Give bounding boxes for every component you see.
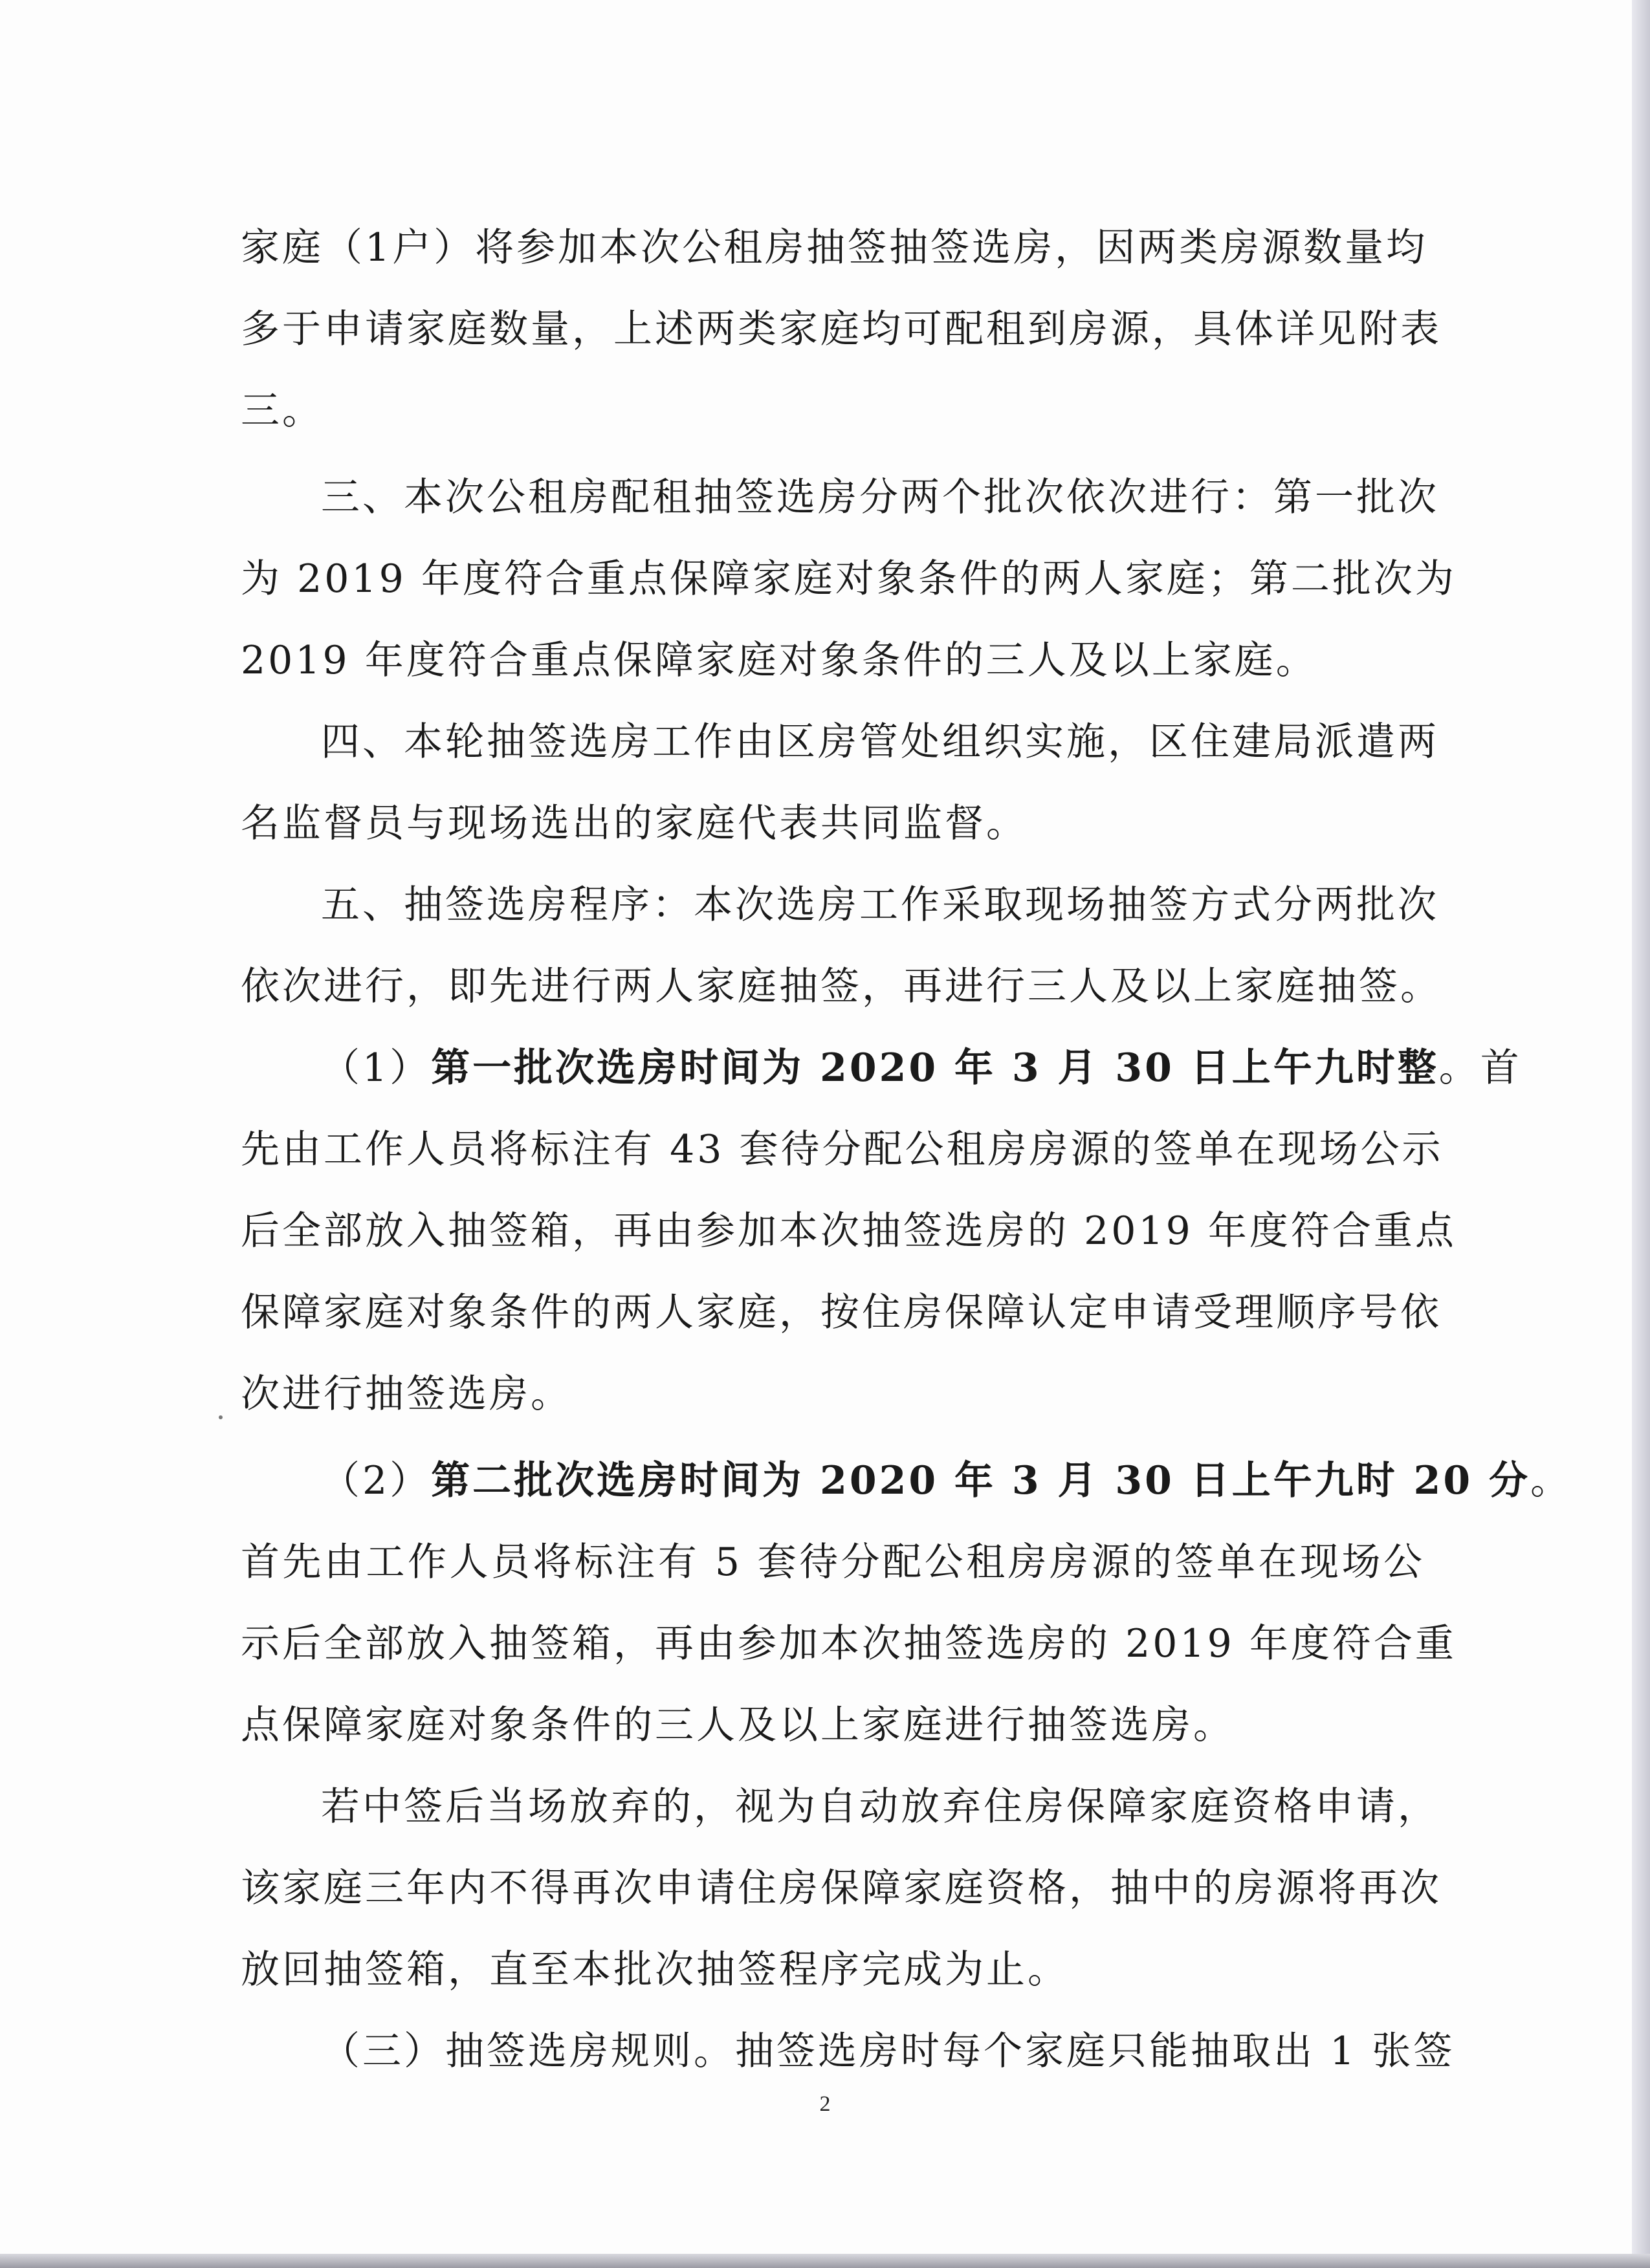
- text-line-mixed: [241, 1440, 1572, 1521]
- text-line: 为 2019 年度符合重点保障家庭对象条件的两人家庭；第二批次为: [241, 556, 1457, 602]
- paragraph-second-batch: [241, 1440, 1572, 1766]
- bold-time-statement: 第一批次选房时间为 2020 年 3 月 30 日上午九时整: [431, 1045, 1439, 1091]
- text-line: 次进行抽签选房。: [241, 1371, 572, 1417]
- paragraph-rules: [241, 2011, 1455, 2092]
- paragraph-section-three: [241, 457, 1457, 701]
- text-line: 三。: [241, 388, 324, 433]
- paragraph-continuation: [241, 207, 1442, 452]
- scan-shadow-right: [1632, 0, 1650, 2268]
- document-body: [241, 207, 1572, 2092]
- text-line: 名监督员与现场选出的家庭代表共同监督。: [241, 801, 1028, 846]
- scan-shadow-bottom: [0, 2254, 1650, 2268]
- item-number: （1）: [321, 1045, 432, 1091]
- text-line: 2019 年度符合重点保障家庭对象条件的三人及以上家庭。: [241, 638, 1317, 683]
- page-number: 2: [819, 2092, 831, 2116]
- bold-time-statement: 第二批次选房时间为 2020 年 3 月 30 日上午九时 20 分: [431, 1458, 1531, 1503]
- text-line: （三）抽签选房规则。抽签选房时每个家庭只能抽取出 1 张签: [321, 2029, 1455, 2074]
- paragraph-abandon-rule: [241, 1766, 1442, 2011]
- scan-speck: [219, 1415, 223, 1419]
- paragraph-section-four: [241, 701, 1439, 864]
- text-line: 家庭（1户）将参加本次公租房抽签抽签选房，因两类房源数量均: [241, 225, 1428, 270]
- text-line: 先由工作人员将标注有 43 套待分配公租房房源的签单在现场公示: [241, 1127, 1444, 1172]
- text-line: 四、本轮抽签选房工作由区房管处组织实施，区住建局派遣两: [321, 719, 1439, 765]
- text-line: 示后全部放入抽签箱，再由参加本次抽签选房的 2019 年度符合重: [241, 1621, 1457, 1666]
- text-line: 该家庭三年内不得再次申请住房保障家庭资格，抽中的房源将再次: [241, 1866, 1442, 1911]
- item-number: （2）: [321, 1458, 432, 1503]
- text-run: 。首: [1438, 1045, 1522, 1091]
- paragraph-section-five: [241, 864, 1442, 1027]
- text-line: 后全部放入抽签箱，再由参加本次抽签选房的 2019 年度符合重点: [241, 1208, 1457, 1254]
- text-line: 若中签后当场放弃的，视为自动放弃住房保障家庭资格申请，: [321, 1784, 1439, 1829]
- text-line: 多于申请家庭数量，上述两类家庭均可配租到房源，具体详见附表: [241, 307, 1442, 352]
- text-line: 放回抽签箱，直至本批次抽签程序完成为止。: [241, 1947, 1069, 1992]
- text-line: 首先由工作人员将标注有 5 套待分配公租房房源的签单在现场公: [241, 1540, 1425, 1585]
- text-line: 五、抽签选房程序：本次选房工作采取现场抽签方式分两批次: [321, 882, 1439, 928]
- text-line: 保障家庭对象条件的两人家庭，按住房保障认定申请受理顺序号依: [241, 1290, 1442, 1335]
- text-line-mixed: [241, 1027, 1522, 1109]
- text-line: 三、本次公租房配租抽签选房分两个批次依次进行：第一批次: [321, 475, 1439, 520]
- text-line: 依次进行，即先进行两人家庭抽签，再进行三人及以上家庭抽签。: [241, 964, 1442, 1009]
- paragraph-first-batch: [241, 1027, 1522, 1435]
- text-line: 点保障家庭对象条件的三人及以上家庭进行抽签选房。: [241, 1703, 1235, 1748]
- text-run: 。: [1530, 1458, 1572, 1503]
